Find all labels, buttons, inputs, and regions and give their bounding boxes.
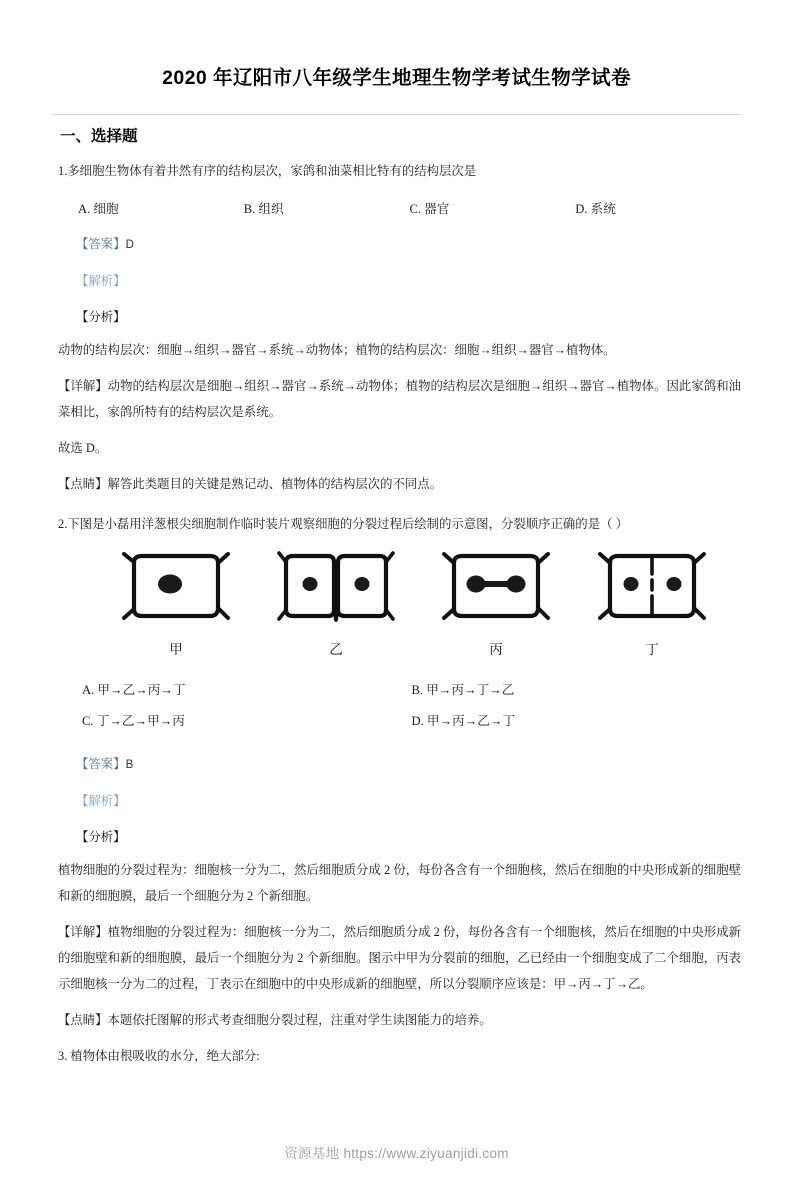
answer-value: B <box>125 758 134 771</box>
cell-diagram-row <box>52 550 741 658</box>
fenxi-label: 【分析】 <box>76 830 126 845</box>
cell-diagram-ding <box>596 550 708 658</box>
option-c[interactable]: C. 丁→乙→甲→丙 <box>82 713 185 728</box>
question-2-analysis-line <box>76 792 741 811</box>
question-2-fenxi-line <box>76 828 741 847</box>
footer-watermark: 资源基地 https://www.ziyuanjidi.com <box>284 1146 509 1161</box>
answer-label: 【答案】 <box>76 756 126 771</box>
single-nucleus-cell-icon <box>120 550 232 624</box>
option-a[interactable]: A. 甲→乙→丙→丁 <box>82 682 186 697</box>
question-2-options <box>82 675 741 737</box>
question-1-fenxi-line <box>76 308 741 327</box>
analysis-label: 【解析】 <box>76 273 126 288</box>
answer-value: D <box>125 238 134 251</box>
question-2-dianjing-text: 【点睛】本题依托图解的形式考查细胞分裂过程，注重对学生读图能力的培养。 <box>58 1013 492 1028</box>
title-divider <box>52 114 741 115</box>
cell-diagram-yi <box>276 550 396 658</box>
question-1-options <box>78 198 741 217</box>
option-d[interactable]: D. 系统 <box>575 201 616 216</box>
section-heading: 一、选择题 <box>60 128 138 145</box>
dividing-nucleus-cell-icon <box>440 550 552 624</box>
question-2-xiangjie-text: 【详解】植物细胞的分裂过程为：细胞核一分为二，然后细胞质分成 2 份，每份各含有一个细胞核，然后在细胞的中央形成新的细胞壁和新的细胞膜，最后一个细胞分为 2 个新细胞。图示中甲为分裂前的细胞，乙已经由一个细胞变成了二个细胞，丙表示细胞核一分为二的过程，丁表示在细胞中的中央形成新的细胞壁，所以分裂顺序应该是：甲→丙→丁→乙。 <box>58 925 741 992</box>
cell-diagram-jia <box>120 550 232 658</box>
question-1-answer-line <box>76 235 741 254</box>
question-1-analysis-line <box>76 272 741 291</box>
cell-label-jia: 甲 <box>169 641 183 657</box>
analysis-label: 【解析】 <box>76 793 126 808</box>
question-3-stem: 3. 植物体由根吸收的水分，绝大部分: <box>58 1049 260 1064</box>
cell-label-yi: 乙 <box>329 641 343 657</box>
cell-label-ding: 丁 <box>645 641 659 657</box>
option-a[interactable]: A. 细胞 <box>78 201 119 216</box>
option-b[interactable]: B. 组织 <box>243 201 284 216</box>
question-1-dianjing-text: 【点睛】解答此类题目的关键是熟记动、植物体的结构层次的不同点。 <box>58 477 443 492</box>
question-1-stem: 1.多细胞生物体有着井然有序的结构层次，家鸽和油菜相比特有的结构层次是 <box>58 164 477 178</box>
option-d[interactable]: D. 甲→丙→乙→丁 <box>411 713 516 728</box>
question-1-xiangjie-text: 【详解】动物的结构层次是细胞→组织→器官→系统→动物体；植物的结构层次是细胞→组织→器官→植物体。因此家鸽和油菜相比，家鸽所特有的结构层次是系统。 <box>58 379 741 420</box>
question-1-fenxi-text: 动物的结构层次：细胞→组织→器官→系统→动物体；植物的结构层次：细胞→组织→器官→植物体。 <box>58 343 616 358</box>
option-b[interactable]: B. 甲→丙→丁→乙 <box>411 682 515 697</box>
question-2-figure <box>52 550 741 658</box>
question-1-conclusion: 故选 D。 <box>58 441 108 456</box>
fenxi-label: 【分析】 <box>76 310 126 325</box>
page-title: 2020 年辽阳市八年级学生地理生物学考试生物学试卷 <box>162 67 631 89</box>
question-2-answer-line <box>76 755 741 774</box>
question-2-stem: 2.下图是小磊用洋葱根尖细胞制作临时装片观察细胞的分裂过程后绘制的示意图，分裂顺序正确的是（ ） <box>58 517 628 532</box>
two-separate-cells-icon <box>276 550 396 624</box>
question-2-fenxi-text: 植物细胞的分裂过程为：细胞核一分为二，然后细胞质分成 2 份，每份各含有一个细胞核，然后在细胞的中央形成新的细胞壁和新的细胞膜，最后一个细胞分为 2 个新细胞。 <box>58 863 741 904</box>
option-c[interactable]: C. 器官 <box>409 201 450 216</box>
forming-cell-wall-icon <box>596 550 708 624</box>
cell-label-bing: 丙 <box>489 641 503 657</box>
exam-page <box>0 62 793 1184</box>
answer-label: 【答案】 <box>76 236 126 251</box>
cell-diagram-bing <box>440 550 552 658</box>
